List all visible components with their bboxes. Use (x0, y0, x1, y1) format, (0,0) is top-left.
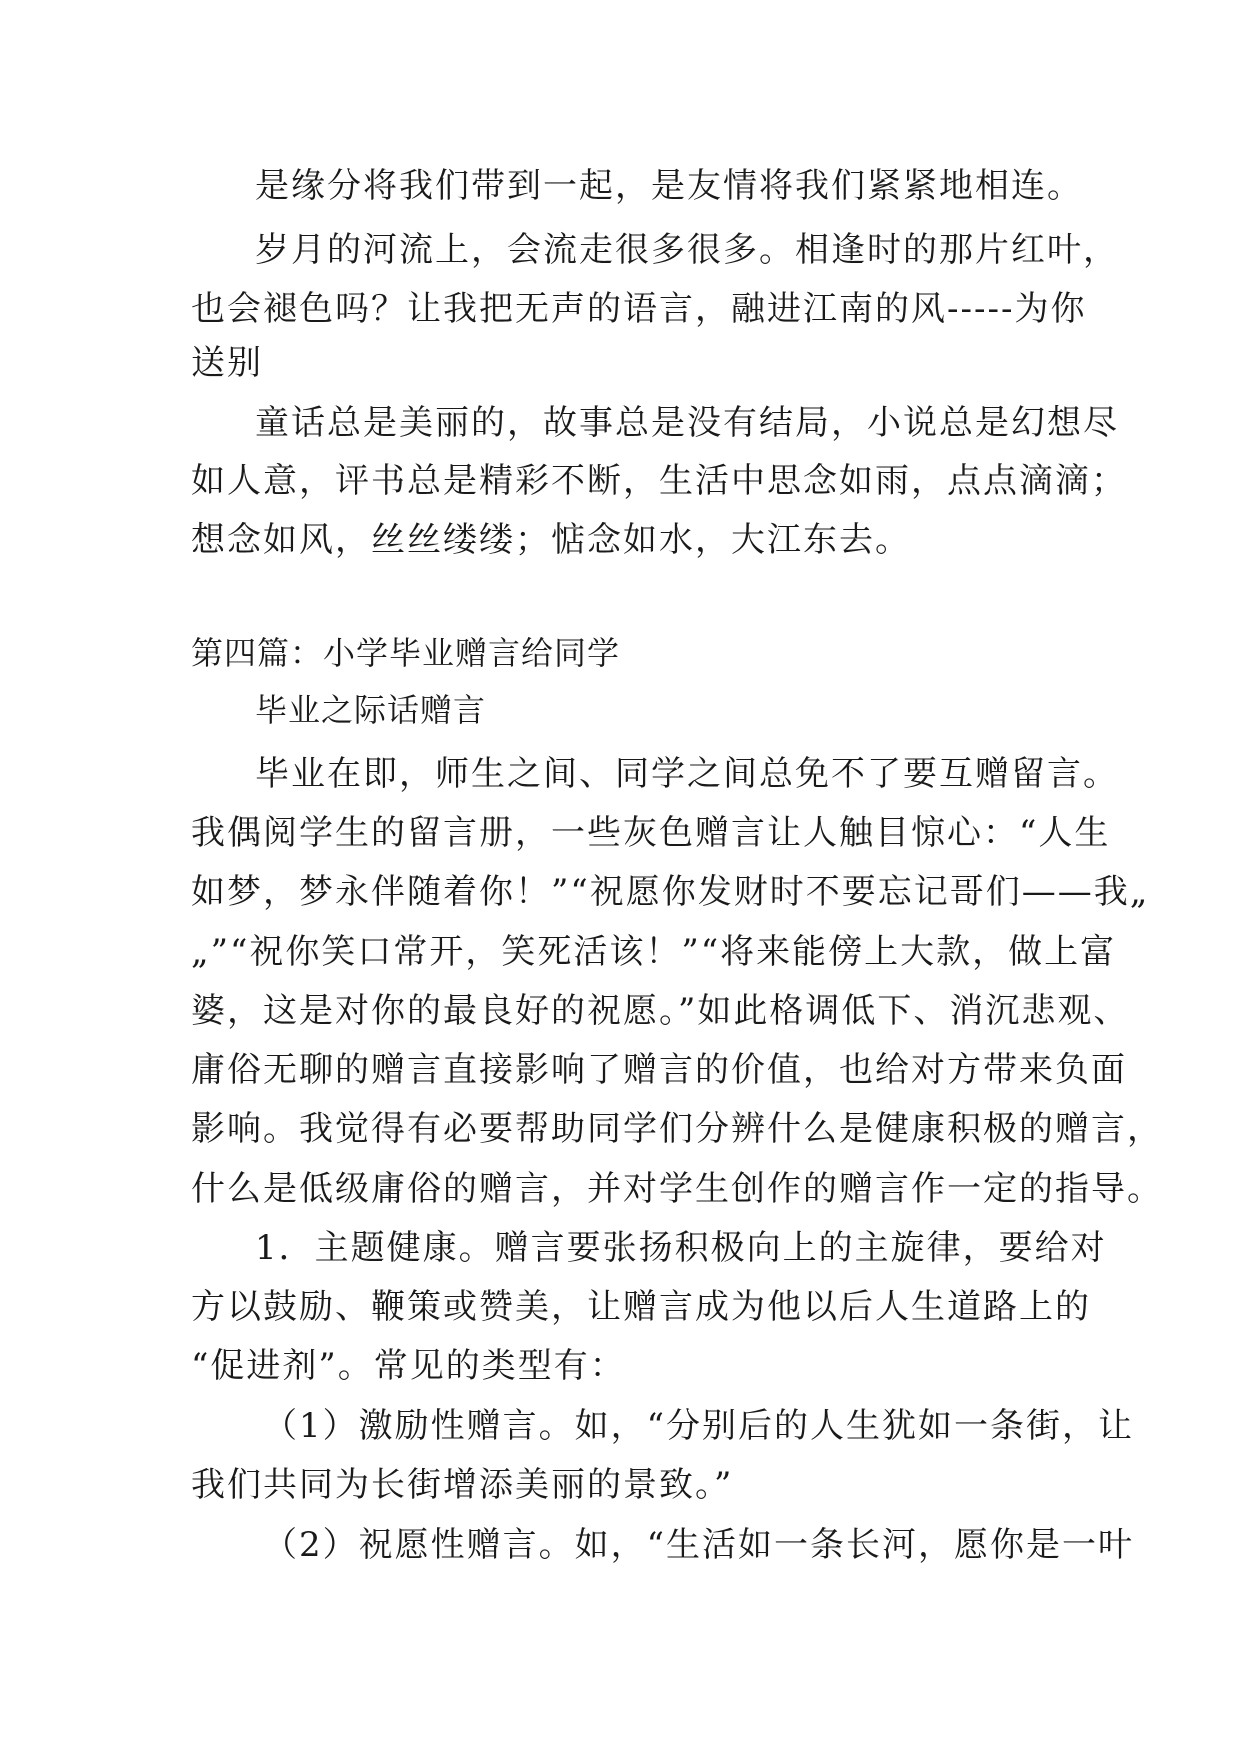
paragraph-line: 我们共同为长街增添美丽的景致。” (191, 1465, 734, 1505)
paragraph-line: 如梦，梦永伴随着你！”“祝愿你发财时不要忘记哥们——我„ (191, 872, 1150, 912)
section-heading: 第四篇：小学毕业赠言给同学 (191, 634, 621, 672)
paragraph-line: 婆，这是对你的最良好的祝愿。”如此格调低下、消沉悲观、 (191, 991, 1130, 1031)
paragraph-line: 影响。我觉得有必要帮助同学们分辨什么是健康积极的赠言， (191, 1109, 1163, 1149)
paragraph-line: （2）祝愿性赠言。如，“生活如一条长河，愿你是一叶 (263, 1525, 1135, 1565)
paragraph-line: 想念如风，丝丝缕缕；惦念如水，大江东去。 (191, 520, 911, 560)
paragraph-line: 我偶阅学生的留言册，一些灰色赠言让人触目惊心：“人生 (191, 813, 1111, 853)
paragraph-line: 是缘分将我们带到一起，是友情将我们紧紧地相连。 (255, 166, 1083, 206)
paragraph-line: 什么是低级庸俗的赠言，并对学生创作的赠言作一定的指导。 (191, 1169, 1163, 1209)
paragraph-line: 岁月的河流上，会流走很多很多。相逢时的那片红叶， (255, 230, 1119, 270)
paragraph-line: 送别 (191, 343, 263, 383)
paragraph-line: 也会褪色吗？让我把无声的语言，融进江南的风-----为你 (191, 289, 1087, 329)
paragraph-line: 方以鼓励、鞭策或赞美，让赠言成为他以后人生道路上的 (191, 1287, 1091, 1327)
paragraph-line: 如人意，评书总是精彩不断，生活中思念如雨，点点滴滴； (191, 461, 1127, 501)
paragraph-line: 1．主题健康。赠言要张扬积极向上的主旋律，要给对 (255, 1228, 1107, 1268)
paragraph-line: 庸俗无聊的赠言直接影响了赠言的价值，也给对方带来负面 (191, 1050, 1127, 1090)
article-title: 毕业之际话赠言 (255, 691, 487, 729)
paragraph-line: 童话总是美丽的，故事总是没有结局，小说总是幻想尽 (255, 403, 1119, 443)
paragraph-line: “促进剂”。常见的类型有： (191, 1346, 626, 1386)
paragraph-line: 毕业在即，师生之间、同学之间总免不了要互赠留言。 (255, 754, 1119, 794)
paragraph-line: „”“祝你笑口常开，笑死活该！”“将来能傍上大款，做上富 (191, 932, 1117, 972)
paragraph-line: （1）激励性赠言。如，“分别后的人生犹如一条街，让 (263, 1406, 1135, 1446)
